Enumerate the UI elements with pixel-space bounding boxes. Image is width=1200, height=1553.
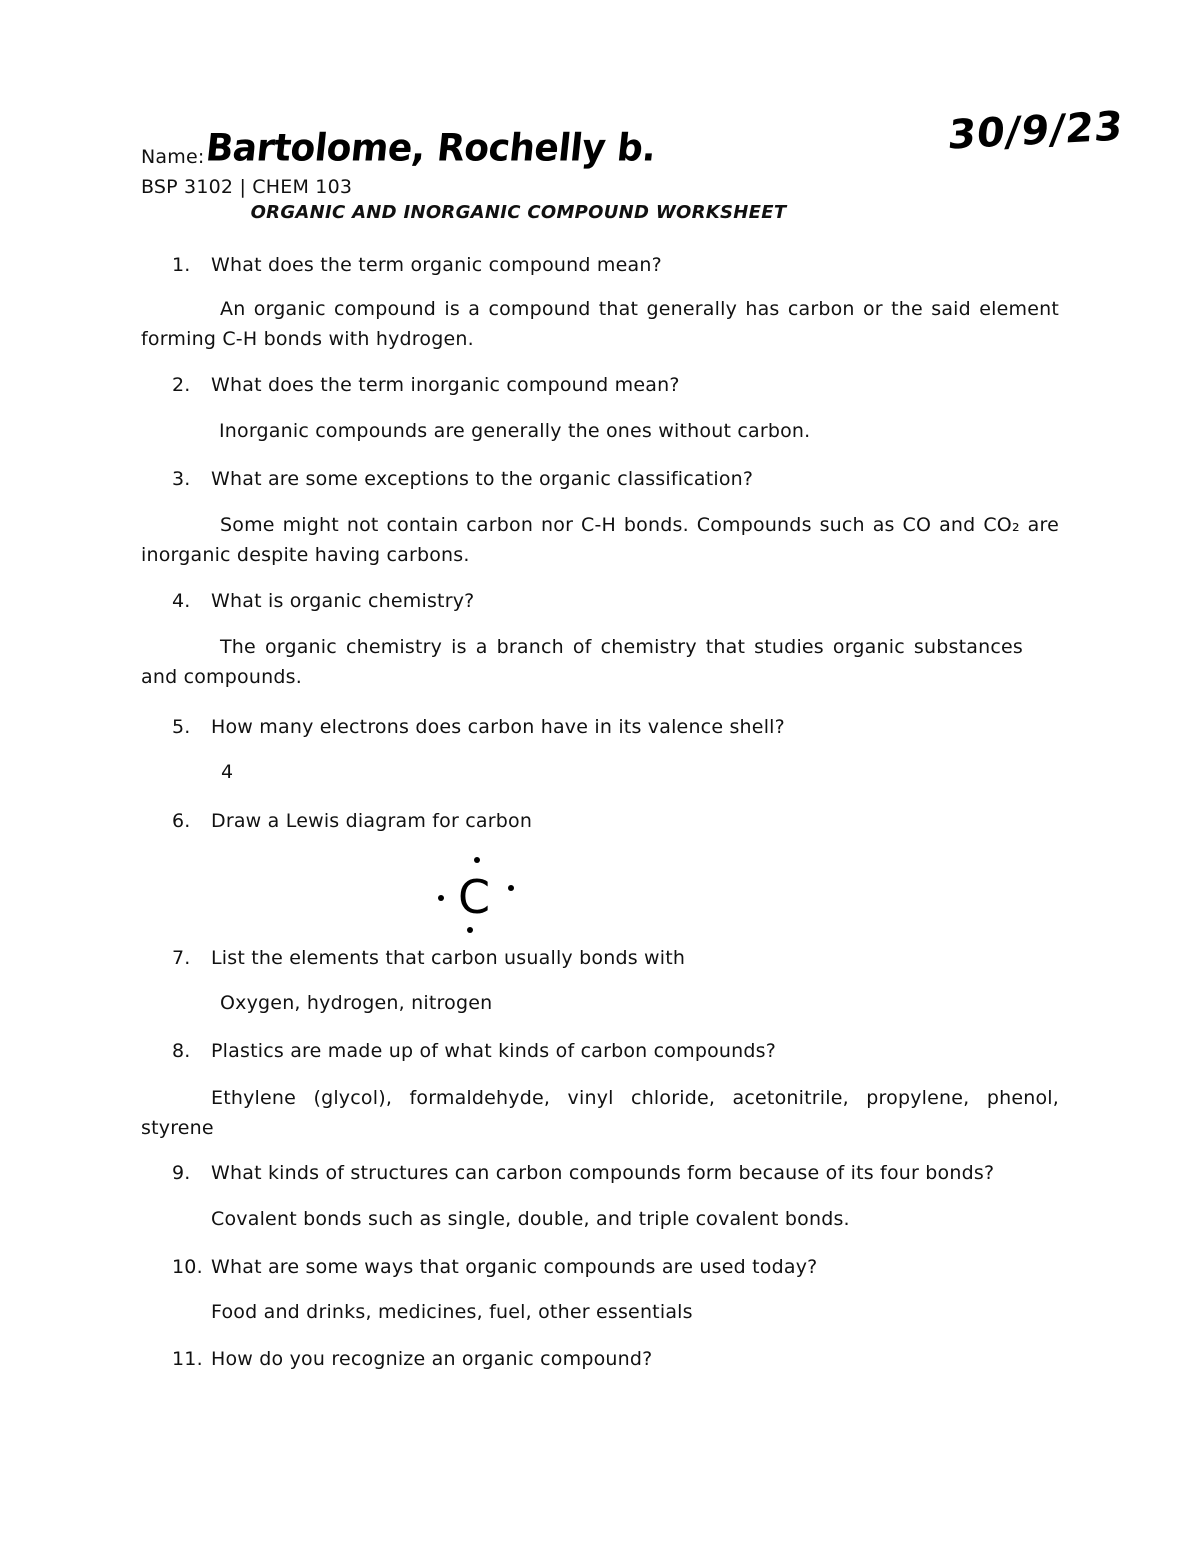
answer-line: styrene [141,1117,214,1139]
lewis-diagram-carbon [430,855,520,935]
answer-line: An organic compound is a compound that generally has carbon or the said element [220,298,1059,320]
question-number: 5. [172,716,191,738]
course-code: BSP 3102 | CHEM 103 [141,176,353,198]
question-text: What is organic chemistry? [211,590,475,612]
answer-line: inorganic despite having carbons. [141,544,470,566]
answer-line: The organic chemistry is a branch of chemistry that studies organic substances [220,636,1023,658]
carbon-symbol: C [458,870,491,924]
question-text: What are some exceptions to the organic classification? [211,468,754,490]
answer-block [141,510,1059,570]
question-number: 3. [172,468,191,490]
question-number: 7. [172,947,191,969]
answer-line: forming C-H bonds with hydrogen. [141,328,474,350]
student-name-handwritten: Bartolome, Rochelly b. [203,126,658,171]
question-number: 2. [172,374,191,396]
answer-line: Some might not contain carbon nor C-H bonds. Compounds such as CO and CO₂ are [220,514,1059,536]
question-text: What kinds of structures can carbon compounds form because of its four bonds? [211,1162,995,1184]
question-text: Plastics are made up of what kinds of carbon compounds? [211,1040,777,1062]
question-number: 1. [172,254,191,276]
question-text: How do you recognize an organic compound? [211,1348,653,1370]
valence-electron-dot [438,895,444,901]
question-text: List the elements that carbon usually bonds with [211,947,686,969]
question-number: 11. [172,1348,203,1370]
answer-text: Inorganic compounds are generally the ones without carbon. [219,420,811,442]
question-text: Draw a Lewis diagram for carbon [211,810,533,832]
valence-electron-dot [474,857,480,863]
question-number: 8. [172,1040,191,1062]
date-handwritten: 30/9/23 [946,103,1126,159]
answer-text: Oxygen, hydrogen, nitrogen [220,992,493,1014]
question-number: 4. [172,590,191,612]
answer-block [141,1083,1059,1143]
answer-text: 4 [221,761,234,783]
answer-line: Ethylene (glycol), formaldehyde, vinyl chloride, acetonitrile, propylene, phenol, [211,1087,1059,1109]
answer-block [141,294,1059,354]
question-text: How many electrons does carbon have in its valence shell? [211,716,785,738]
question-number: 10. [172,1256,203,1278]
worksheet-title: ORGANIC AND INORGANIC COMPOUND WORKSHEET [250,202,787,223]
question-number: 9. [172,1162,191,1184]
question-text: What does the term organic compound mean? [211,254,662,276]
valence-electron-dot [508,885,514,891]
answer-line: and compounds. [141,666,302,688]
question-number: 6. [172,810,191,832]
answer-text: Food and drinks, medicines, fuel, other essentials [211,1301,693,1323]
name-label: Name: [141,146,205,168]
question-text: What does the term inorganic compound mean? [211,374,680,396]
answer-block [141,632,1023,692]
answer-text: Covalent bonds such as single, double, and triple covalent bonds. [211,1208,850,1230]
question-text: What are some ways that organic compounds are used today? [211,1256,818,1278]
valence-electron-dot [467,927,473,933]
